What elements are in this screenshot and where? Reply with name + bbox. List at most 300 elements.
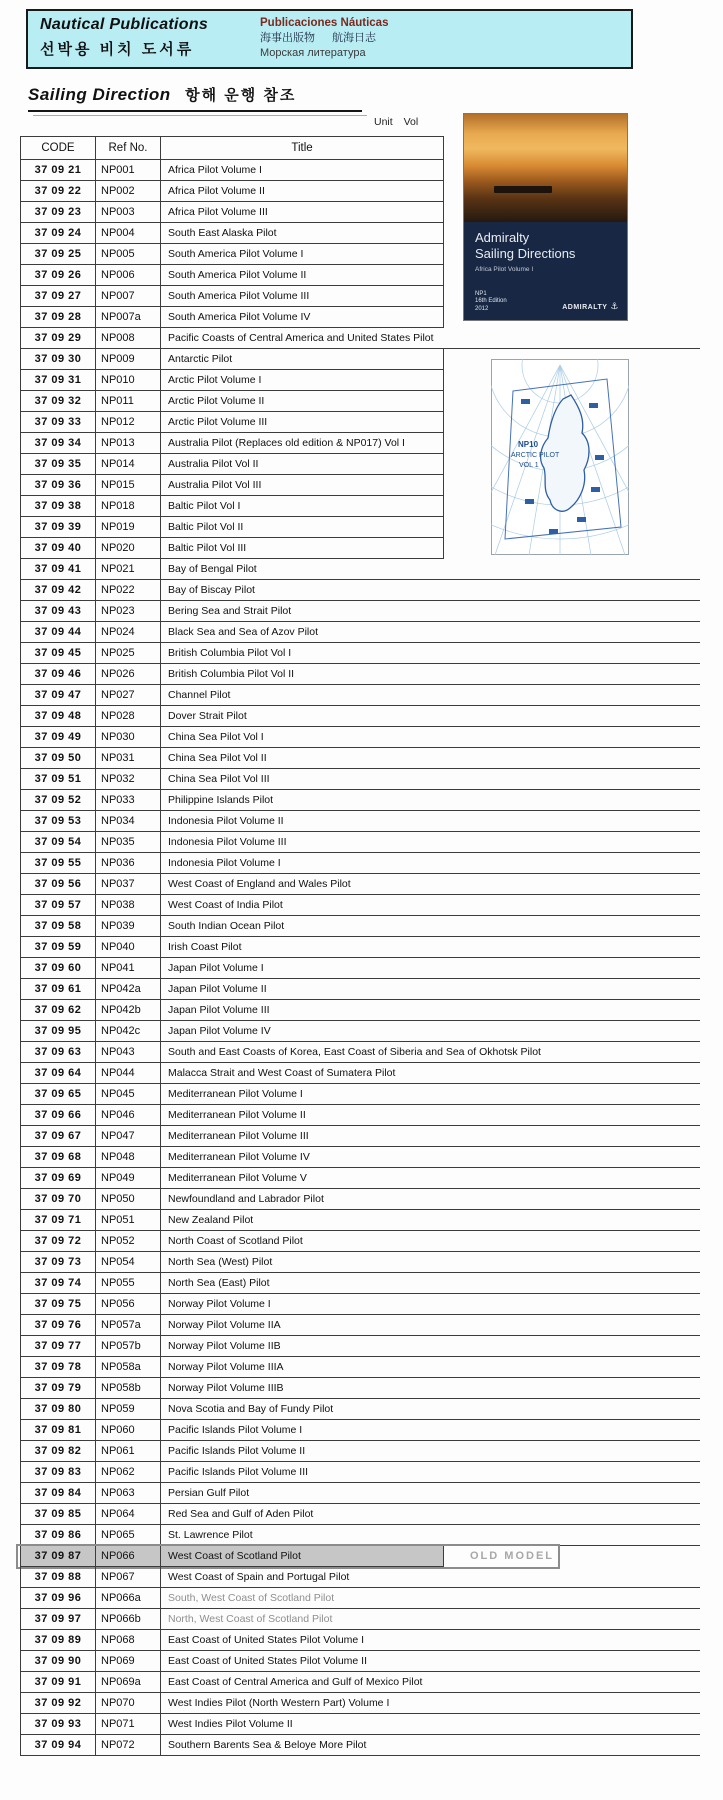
- header-title-english: Nautical Publications: [40, 16, 209, 33]
- title-cell: Norway Pilot Volume IIIB: [161, 1378, 700, 1399]
- title-cell: West Coast of Spain and Portugal Pilot: [161, 1567, 700, 1588]
- table-row: [20, 853, 700, 874]
- code-cell: 37 09 81: [20, 1420, 96, 1441]
- table-row: [20, 1651, 700, 1672]
- ref-no-cell: NP024: [96, 622, 161, 643]
- book-brand-line1: Admiralty: [475, 230, 530, 245]
- title-cell: East Coast of United States Pilot Volume II: [161, 1651, 700, 1672]
- title-cell: West Indies Pilot Volume II: [161, 1714, 700, 1735]
- ref-no-cell: NP041: [96, 958, 161, 979]
- title-cell: Bay of Bengal Pilot: [161, 559, 700, 580]
- table-row: [20, 874, 700, 895]
- table-row: [20, 811, 700, 832]
- book-edition-year: 2012: [475, 305, 489, 312]
- header-cell-code: CODE: [20, 136, 96, 160]
- title-cell: Bering Sea and Strait Pilot: [161, 601, 700, 622]
- title-cell: East Coast of Central America and Gulf of Mexico Pilot: [161, 1672, 700, 1693]
- title-cell: North, West Coast of Scotland Pilot: [161, 1609, 700, 1630]
- ref-no-cell: NP033: [96, 790, 161, 811]
- table-row: [20, 937, 700, 958]
- code-cell: 37 09 33: [20, 412, 96, 433]
- code-cell: 37 09 77: [20, 1336, 96, 1357]
- ref-no-cell: NP025: [96, 643, 161, 664]
- table-row: [20, 979, 700, 1000]
- title-cell: Pacific Islands Pilot Volume III: [161, 1462, 700, 1483]
- ref-no-cell: NP064: [96, 1504, 161, 1525]
- title-cell: South America Pilot Volume II: [161, 265, 444, 286]
- code-cell: 37 09 28: [20, 307, 96, 328]
- title-cell: Dover Strait Pilot: [161, 706, 700, 727]
- table-row: [20, 1000, 700, 1021]
- title-cell: Black Sea and Sea of Azov Pilot: [161, 622, 700, 643]
- code-cell: 37 09 54: [20, 832, 96, 853]
- ref-no-cell: NP042b: [96, 1000, 161, 1021]
- ref-no-cell: NP050: [96, 1189, 161, 1210]
- title-cell: Australia Pilot Vol II: [161, 454, 444, 475]
- title-cell: Arctic Pilot Volume II: [161, 391, 444, 412]
- code-cell: 37 09 67: [20, 1126, 96, 1147]
- header-cell-ref: Ref No.: [96, 136, 161, 160]
- code-cell: 37 09 58: [20, 916, 96, 937]
- ref-no-cell: NP038: [96, 895, 161, 916]
- title-cell: Indonesia Pilot Volume I: [161, 853, 700, 874]
- code-cell: 37 09 38: [20, 496, 96, 517]
- book-brand-line2: Sailing Directions: [475, 246, 576, 261]
- code-cell: 37 09 24: [20, 223, 96, 244]
- table-row: [20, 1714, 700, 1735]
- ref-no-cell: NP049: [96, 1168, 161, 1189]
- title-cell: West Coast of Scotland Pilot: [161, 1546, 444, 1567]
- code-cell: 37 09 66: [20, 1105, 96, 1126]
- ref-no-cell: NP008: [96, 328, 161, 349]
- title-cell: New Zealand Pilot: [161, 1210, 700, 1231]
- title-cell: Norway Pilot Volume IIIA: [161, 1357, 700, 1378]
- ref-no-cell: NP055: [96, 1273, 161, 1294]
- title-cell: South America Pilot Volume I: [161, 244, 444, 265]
- table-row: [20, 895, 700, 916]
- ref-no-cell: NP066: [96, 1546, 161, 1567]
- ref-no-cell: NP031: [96, 748, 161, 769]
- table-row: [20, 1420, 700, 1441]
- title-cell: Japan Pilot Volume II: [161, 979, 700, 1000]
- map-label-vol: VOL 1: [519, 462, 539, 469]
- ref-no-cell: NP006: [96, 265, 161, 286]
- code-cell: 37 09 53: [20, 811, 96, 832]
- table-row: [20, 1168, 700, 1189]
- ref-no-cell: NP028: [96, 706, 161, 727]
- ref-no-cell: NP036: [96, 853, 161, 874]
- title-cell: British Columbia Pilot Vol II: [161, 664, 700, 685]
- ref-no-cell: NP037: [96, 874, 161, 895]
- code-cell: 37 09 68: [20, 1147, 96, 1168]
- table-row: [20, 643, 700, 664]
- code-cell: 37 09 57: [20, 895, 96, 916]
- ref-no-cell: NP022: [96, 580, 161, 601]
- title-cell: Antarctic Pilot: [161, 349, 444, 370]
- code-cell: 37 09 90: [20, 1651, 96, 1672]
- ref-no-cell: NP052: [96, 1231, 161, 1252]
- code-cell: 37 09 85: [20, 1504, 96, 1525]
- table-row: [20, 916, 700, 937]
- title-cell: South Indian Ocean Pilot: [161, 916, 700, 937]
- header-right: [260, 16, 388, 61]
- title-cell: Philippine Islands Pilot: [161, 790, 700, 811]
- book-subtitle: Africa Pilot Volume I: [475, 266, 534, 273]
- table-row: [20, 958, 700, 979]
- ref-no-cell: NP046: [96, 1105, 161, 1126]
- table-row: [20, 1693, 700, 1714]
- title-cell: South America Pilot Volume III: [161, 286, 444, 307]
- code-cell: 37 09 79: [20, 1378, 96, 1399]
- ref-no-cell: NP010: [96, 370, 161, 391]
- ref-no-cell: NP034: [96, 811, 161, 832]
- table-row: [20, 1357, 700, 1378]
- ref-no-cell: NP069: [96, 1651, 161, 1672]
- code-cell: 37 09 56: [20, 874, 96, 895]
- table-row: [20, 328, 700, 349]
- code-cell: 37 09 60: [20, 958, 96, 979]
- code-cell: 37 09 88: [20, 1567, 96, 1588]
- section-underline-shadow: [33, 115, 367, 116]
- title-cell: South America Pilot Volume IV: [161, 307, 444, 328]
- ref-no-cell: NP030: [96, 727, 161, 748]
- ref-no-cell: NP035: [96, 832, 161, 853]
- ref-no-cell: NP011: [96, 391, 161, 412]
- title-cell: Norway Pilot Volume IIA: [161, 1315, 700, 1336]
- table-row: [20, 1231, 700, 1252]
- code-cell: 37 09 96: [20, 1588, 96, 1609]
- ref-no-cell: NP005: [96, 244, 161, 265]
- table-row: [20, 664, 700, 685]
- title-cell: Mediterranean Pilot Volume I: [161, 1084, 700, 1105]
- code-cell: 37 09 62: [20, 1000, 96, 1021]
- table-row: [20, 1084, 700, 1105]
- ref-no-cell: NP012: [96, 412, 161, 433]
- ref-no-cell: NP058b: [96, 1378, 161, 1399]
- ref-no-cell: NP056: [96, 1294, 161, 1315]
- ref-no-cell: NP043: [96, 1042, 161, 1063]
- table-row: [20, 1315, 700, 1336]
- table-row: [20, 1105, 700, 1126]
- book-edition-text: 16th Edition: [475, 298, 507, 304]
- table-row: [20, 1483, 700, 1504]
- ref-no-cell: NP061: [96, 1441, 161, 1462]
- table-row: [20, 1588, 700, 1609]
- title-cell: South and East Coasts of Korea, East Coast of Siberia and Sea of Okhotsk Pilot: [161, 1042, 700, 1063]
- ref-no-cell: NP007a: [96, 307, 161, 328]
- table-row: [20, 1042, 700, 1063]
- code-cell: 37 09 40: [20, 538, 96, 559]
- ref-no-cell: NP057a: [96, 1315, 161, 1336]
- code-cell: 37 09 95: [20, 1021, 96, 1042]
- title-cell: Australia Pilot Vol III: [161, 475, 444, 496]
- table-row: [20, 1441, 700, 1462]
- ref-no-cell: NP067: [96, 1567, 161, 1588]
- code-cell: 37 09 23: [20, 202, 96, 223]
- ref-no-cell: NP007: [96, 286, 161, 307]
- code-cell: 37 09 50: [20, 748, 96, 769]
- ref-no-cell: NP063: [96, 1483, 161, 1504]
- ref-no-cell: NP002: [96, 181, 161, 202]
- table-row: [20, 559, 700, 580]
- table-row: [20, 1399, 700, 1420]
- ref-no-cell: NP051: [96, 1210, 161, 1231]
- title-cell: North Coast of Scotland Pilot: [161, 1231, 700, 1252]
- table-row: [20, 1672, 700, 1693]
- code-cell: 37 09 71: [20, 1210, 96, 1231]
- code-cell: 37 09 36: [20, 475, 96, 496]
- code-cell: 37 09 64: [20, 1063, 96, 1084]
- code-cell: 37 09 89: [20, 1630, 96, 1651]
- section-title-korean: 항해 운행 참조: [185, 87, 297, 104]
- ref-no-cell: NP027: [96, 685, 161, 706]
- code-cell: 37 09 92: [20, 1693, 96, 1714]
- table-row: [20, 1063, 700, 1084]
- code-cell: 37 09 75: [20, 1294, 96, 1315]
- ref-no-cell: NP039: [96, 916, 161, 937]
- title-cell: Norway Pilot Volume IIB: [161, 1336, 700, 1357]
- ref-no-cell: NP009: [96, 349, 161, 370]
- table-row: [20, 1189, 700, 1210]
- title-cell: South East Alaska Pilot: [161, 223, 444, 244]
- title-cell: Persian Gulf Pilot: [161, 1483, 700, 1504]
- header-title-chinese: 海事出版物 航海日志: [260, 32, 377, 44]
- table-row: [20, 1147, 700, 1168]
- book-edition-block: [475, 291, 507, 314]
- code-cell: 37 09 63: [20, 1042, 96, 1063]
- code-cell: 37 09 32: [20, 391, 96, 412]
- ref-no-cell: NP023: [96, 601, 161, 622]
- ref-no-cell: NP014: [96, 454, 161, 475]
- title-cell: British Columbia Pilot Vol I: [161, 643, 700, 664]
- ref-no-cell: NP032: [96, 769, 161, 790]
- title-cell: Baltic Pilot Vol I: [161, 496, 444, 517]
- ref-no-cell: NP059: [96, 1399, 161, 1420]
- title-cell: Mediterranean Pilot Volume IV: [161, 1147, 700, 1168]
- code-cell: 37 09 82: [20, 1441, 96, 1462]
- title-cell: Mediterranean Pilot Volume II: [161, 1105, 700, 1126]
- code-cell: 37 09 35: [20, 454, 96, 475]
- title-cell: Australia Pilot (Replaces old edition & NP017) Vol I: [161, 433, 444, 454]
- code-cell: 37 09 45: [20, 643, 96, 664]
- table-row: [20, 832, 700, 853]
- table-row: [20, 1735, 700, 1756]
- table-row: [20, 727, 700, 748]
- header-left: [40, 16, 208, 59]
- code-cell: 37 09 30: [20, 349, 96, 370]
- code-cell: 37 09 70: [20, 1189, 96, 1210]
- title-cell: Arctic Pilot Volume III: [161, 412, 444, 433]
- title-cell: Arctic Pilot Volume I: [161, 370, 444, 391]
- ref-no-cell: NP047: [96, 1126, 161, 1147]
- code-cell: 37 09 86: [20, 1525, 96, 1546]
- title-cell: Bay of Biscay Pilot: [161, 580, 700, 601]
- title-cell: North Sea (East) Pilot: [161, 1273, 700, 1294]
- ref-no-cell: NP071: [96, 1714, 161, 1735]
- code-cell: 37 09 55: [20, 853, 96, 874]
- section-title: [28, 84, 368, 105]
- book-publisher-logo: [562, 301, 619, 312]
- ref-no-cell: NP013: [96, 433, 161, 454]
- ref-no-cell: NP003: [96, 202, 161, 223]
- code-cell: 37 09 49: [20, 727, 96, 748]
- code-cell: 37 09 61: [20, 979, 96, 1000]
- title-cell: Southern Barents Sea & Beloye More Pilot: [161, 1735, 700, 1756]
- title-cell: Pacific Islands Pilot Volume I: [161, 1420, 700, 1441]
- code-cell: 37 09 41: [20, 559, 96, 580]
- code-cell: 37 09 93: [20, 1714, 96, 1735]
- code-cell: 37 09 25: [20, 244, 96, 265]
- code-cell: 37 09 94: [20, 1735, 96, 1756]
- ref-no-cell: NP068: [96, 1630, 161, 1651]
- title-cell: Indonesia Pilot Volume III: [161, 832, 700, 853]
- title-cell: Africa Pilot Volume III: [161, 202, 444, 223]
- ref-no-cell: NP072: [96, 1735, 161, 1756]
- table-row: [20, 748, 700, 769]
- title-cell: Indonesia Pilot Volume II: [161, 811, 700, 832]
- code-cell: 37 09 26: [20, 265, 96, 286]
- ref-no-cell: NP058a: [96, 1357, 161, 1378]
- code-cell: 37 09 83: [20, 1462, 96, 1483]
- title-cell: Norway Pilot Volume I: [161, 1294, 700, 1315]
- ref-no-cell: NP045: [96, 1084, 161, 1105]
- code-cell: 37 09 27: [20, 286, 96, 307]
- code-cell: 37 09 72: [20, 1231, 96, 1252]
- title-cell: South, West Coast of Scotland Pilot: [161, 1588, 700, 1609]
- book-edition-np: NP1: [475, 290, 487, 297]
- code-cell: 37 09 97: [20, 1609, 96, 1630]
- title-cell: West Coast of England and Wales Pilot: [161, 874, 700, 895]
- title-cell: Channel Pilot: [161, 685, 700, 706]
- ref-no-cell: NP004: [96, 223, 161, 244]
- title-cell: Irish Coast Pilot: [161, 937, 700, 958]
- table-row: [20, 790, 700, 811]
- ref-no-cell: NP070: [96, 1693, 161, 1714]
- code-cell: 37 09 76: [20, 1315, 96, 1336]
- title-cell: West Indies Pilot (North Western Part) Volume I: [161, 1693, 700, 1714]
- table-row: [20, 1336, 700, 1357]
- ref-no-cell: NP018: [96, 496, 161, 517]
- ref-no-cell: NP042c: [96, 1021, 161, 1042]
- table-row: [20, 1252, 700, 1273]
- map-label-title: ARCTIC PILOT: [511, 452, 560, 459]
- title-cell: Mediterranean Pilot Volume V: [161, 1168, 700, 1189]
- section-underline: [28, 110, 362, 112]
- ref-no-cell: NP001: [96, 160, 161, 181]
- table-row: [20, 1546, 700, 1567]
- code-cell: 37 09 87: [20, 1546, 96, 1567]
- code-cell: 37 09 65: [20, 1084, 96, 1105]
- code-cell: 37 09 69: [20, 1168, 96, 1189]
- title-cell: Newfoundland and Labrador Pilot: [161, 1189, 700, 1210]
- code-cell: 37 09 74: [20, 1273, 96, 1294]
- arctic-pilot-map-image: [491, 359, 629, 555]
- code-cell: 37 09 39: [20, 517, 96, 538]
- title-cell: North Sea (West) Pilot: [161, 1252, 700, 1273]
- ref-no-cell: NP065: [96, 1525, 161, 1546]
- ref-no-cell: NP057b: [96, 1336, 161, 1357]
- table-row: [20, 1273, 700, 1294]
- title-cell: Mediterranean Pilot Volume III: [161, 1126, 700, 1147]
- table-row: [20, 1504, 700, 1525]
- table-row: [20, 1294, 700, 1315]
- title-cell: China Sea Pilot Vol I: [161, 727, 700, 748]
- code-cell: 37 09 80: [20, 1399, 96, 1420]
- anchor-icon: ⚓: [610, 301, 619, 311]
- header-title-korean: 선박용 비치 도서류: [40, 41, 195, 58]
- code-cell: 37 09 59: [20, 937, 96, 958]
- code-cell: 37 09 42: [20, 580, 96, 601]
- header-title-russian: Морская литература: [260, 47, 366, 59]
- code-cell: 37 09 34: [20, 433, 96, 454]
- book-publisher-name: ADMIRALTY: [562, 304, 608, 311]
- table-row: [20, 1021, 700, 1042]
- table-row: [20, 1567, 700, 1588]
- title-cell: China Sea Pilot Vol III: [161, 769, 700, 790]
- header-title-spanish: Publicaciones Náuticas: [260, 17, 389, 29]
- ref-no-cell: NP021: [96, 559, 161, 580]
- title-cell: East Coast of United States Pilot Volume I: [161, 1630, 700, 1651]
- ref-no-cell: NP069a: [96, 1672, 161, 1693]
- ref-no-cell: NP060: [96, 1420, 161, 1441]
- code-cell: 37 09 84: [20, 1483, 96, 1504]
- map-label-np: NP10: [518, 440, 539, 449]
- table-row: [20, 769, 700, 790]
- code-cell: 37 09 29: [20, 328, 96, 349]
- code-cell: 37 09 48: [20, 706, 96, 727]
- book-cover-photo: [464, 114, 627, 222]
- table-row: [20, 1630, 700, 1651]
- table-row: [20, 601, 700, 622]
- ref-no-cell: NP020: [96, 538, 161, 559]
- code-cell: 37 09 31: [20, 370, 96, 391]
- code-cell: 37 09 73: [20, 1252, 96, 1273]
- old-model-label: OLD MODEL: [470, 1550, 554, 1562]
- book-cover-image: [463, 113, 628, 321]
- code-cell: 37 09 43: [20, 601, 96, 622]
- code-cell: 37 09 46: [20, 664, 96, 685]
- title-cell: China Sea Pilot Vol II: [161, 748, 700, 769]
- title-cell: Red Sea and Gulf of Aden Pilot: [161, 1504, 700, 1525]
- header-cell-title: Title: [161, 136, 444, 160]
- ref-no-cell: NP048: [96, 1147, 161, 1168]
- ship-silhouette: [494, 186, 552, 193]
- code-cell: 37 09 51: [20, 769, 96, 790]
- table-row: [20, 1210, 700, 1231]
- ref-no-cell: NP015: [96, 475, 161, 496]
- ref-no-cell: NP066b: [96, 1609, 161, 1630]
- section-title-english: Sailing Direction: [28, 85, 171, 104]
- table-row: [20, 622, 700, 643]
- code-cell: 37 09 78: [20, 1357, 96, 1378]
- table-row: [20, 1378, 700, 1399]
- code-cell: 37 09 22: [20, 181, 96, 202]
- title-cell: St. Lawrence Pilot: [161, 1525, 700, 1546]
- book-brand: [475, 230, 575, 262]
- ref-no-cell: NP062: [96, 1462, 161, 1483]
- title-cell: Baltic Pilot Vol III: [161, 538, 444, 559]
- header-box: [26, 9, 633, 69]
- ref-no-cell: NP019: [96, 517, 161, 538]
- ref-no-cell: NP042a: [96, 979, 161, 1000]
- ref-no-cell: NP044: [96, 1063, 161, 1084]
- unit-label: Unit Vol: [374, 116, 419, 128]
- title-cell: Africa Pilot Volume I: [161, 160, 444, 181]
- title-cell: Japan Pilot Volume IV: [161, 1021, 700, 1042]
- table-row: [20, 706, 700, 727]
- title-cell: Nova Scotia and Bay of Fundy Pilot: [161, 1399, 700, 1420]
- code-cell: 37 09 47: [20, 685, 96, 706]
